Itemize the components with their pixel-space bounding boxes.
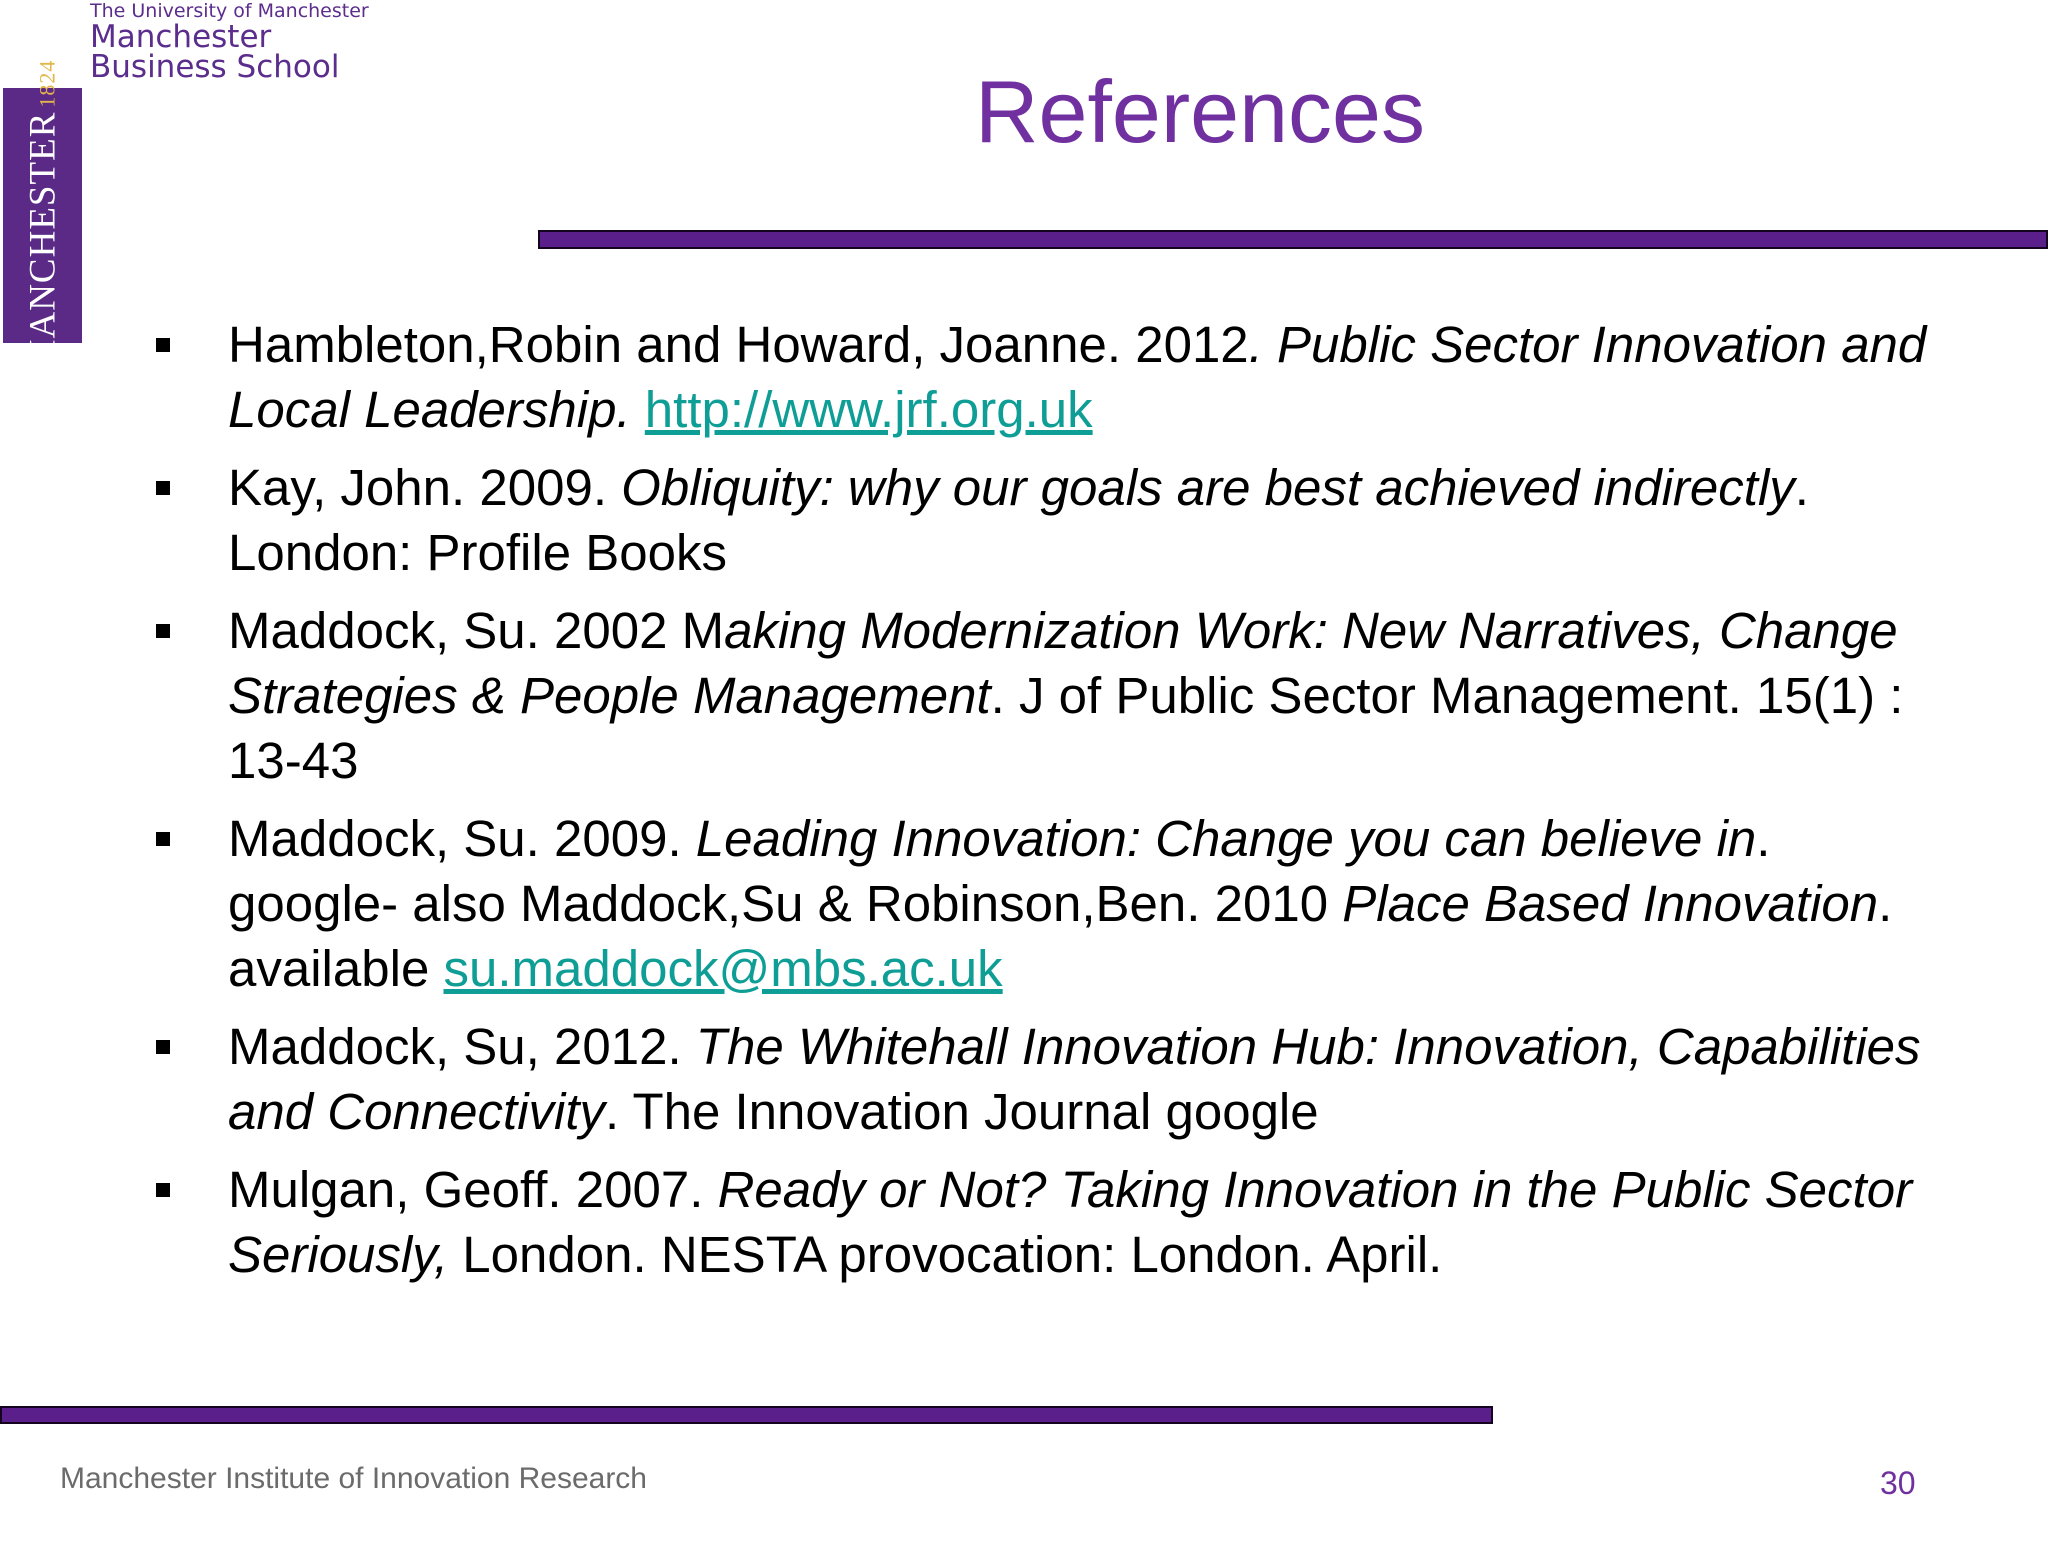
reference-item — [150, 455, 1950, 585]
reference-title: aking Modernization Work: New Narratives, Change Strategies & People Management — [228, 602, 1898, 724]
reference-spacer — [631, 381, 645, 438]
crest-text: MANCHESTER — [22, 111, 63, 372]
reference-details: . London: Profile Books — [228, 459, 1809, 581]
reference-title: Leading Innovation: Change you can believe in — [695, 810, 1757, 867]
reference-author: Maddock, Su, 2012. — [228, 1018, 696, 1075]
reference-details: . J of Public Sector Management. 15(1) : 13-43 — [228, 667, 1904, 789]
reference-author: Hambleton,Robin and Howard, Joanne. 2012 — [228, 316, 1249, 373]
reference-item — [150, 598, 1950, 793]
reference-item — [150, 1157, 1950, 1287]
reference-item — [150, 1014, 1950, 1144]
reference-details: . The Innovation Journal google — [605, 1083, 1319, 1140]
bullet-icon — [156, 481, 170, 495]
reference-author: Maddock, Su. 2002 M — [228, 602, 725, 659]
school-name-line1: Manchester — [90, 19, 272, 55]
reference-title: The Whitehall Innovation Hub: Innovation, Capabilities and Connectivity — [228, 1018, 1921, 1140]
title-divider-bar — [538, 230, 2048, 249]
bullet-icon — [156, 1040, 170, 1054]
reference-details: . google- also Maddock,Su & Robinson,Ben. 2010 — [228, 810, 1771, 932]
crest-year: 1824 — [34, 59, 59, 108]
reference-details: London. NESTA provocation: London. April. — [448, 1226, 1443, 1283]
reference-item — [150, 312, 1950, 442]
reference-author: Mulgan, Geoff. 2007. — [228, 1161, 718, 1218]
reference-author: Kay, John. 2009. — [228, 459, 622, 516]
reference-author: Maddock, Su. 2009. — [228, 810, 696, 867]
bullet-icon — [156, 832, 170, 846]
crest-wordmark — [21, 59, 64, 372]
reference-title: . Public Sector Innovation and Local Leadership. — [228, 316, 1927, 438]
reference-email-link[interactable]: su.maddock@mbs.ac.uk — [443, 940, 1003, 997]
reference-title: Obliquity: why our goals are best achieved indirectly — [621, 459, 1795, 516]
reference-title-2: Place Based Innovation — [1342, 875, 1879, 932]
footer-divider-bar — [0, 1406, 1493, 1424]
bullet-icon — [156, 624, 170, 638]
reference-list — [150, 312, 1950, 1300]
university-name: The University of Manchester — [90, 0, 369, 22]
school-name-line2: Business School — [90, 49, 340, 85]
bullet-icon — [156, 1183, 170, 1197]
reference-title: Ready or Not? Taking Innovation in the Public Sector Seriously, — [228, 1161, 1913, 1283]
reference-link[interactable]: http://www.jrf.org.uk — [644, 381, 1093, 438]
footer-institute: Manchester Institute of Innovation Research — [60, 1462, 647, 1495]
university-logo — [90, 0, 369, 85]
reference-item — [150, 806, 1950, 1001]
reference-availability: . available — [228, 875, 1893, 997]
page-number: 30 — [1880, 1465, 1916, 1501]
manchester-crest-logo — [3, 59, 82, 372]
bullet-icon — [156, 338, 170, 352]
slide-title: References — [974, 62, 1425, 161]
